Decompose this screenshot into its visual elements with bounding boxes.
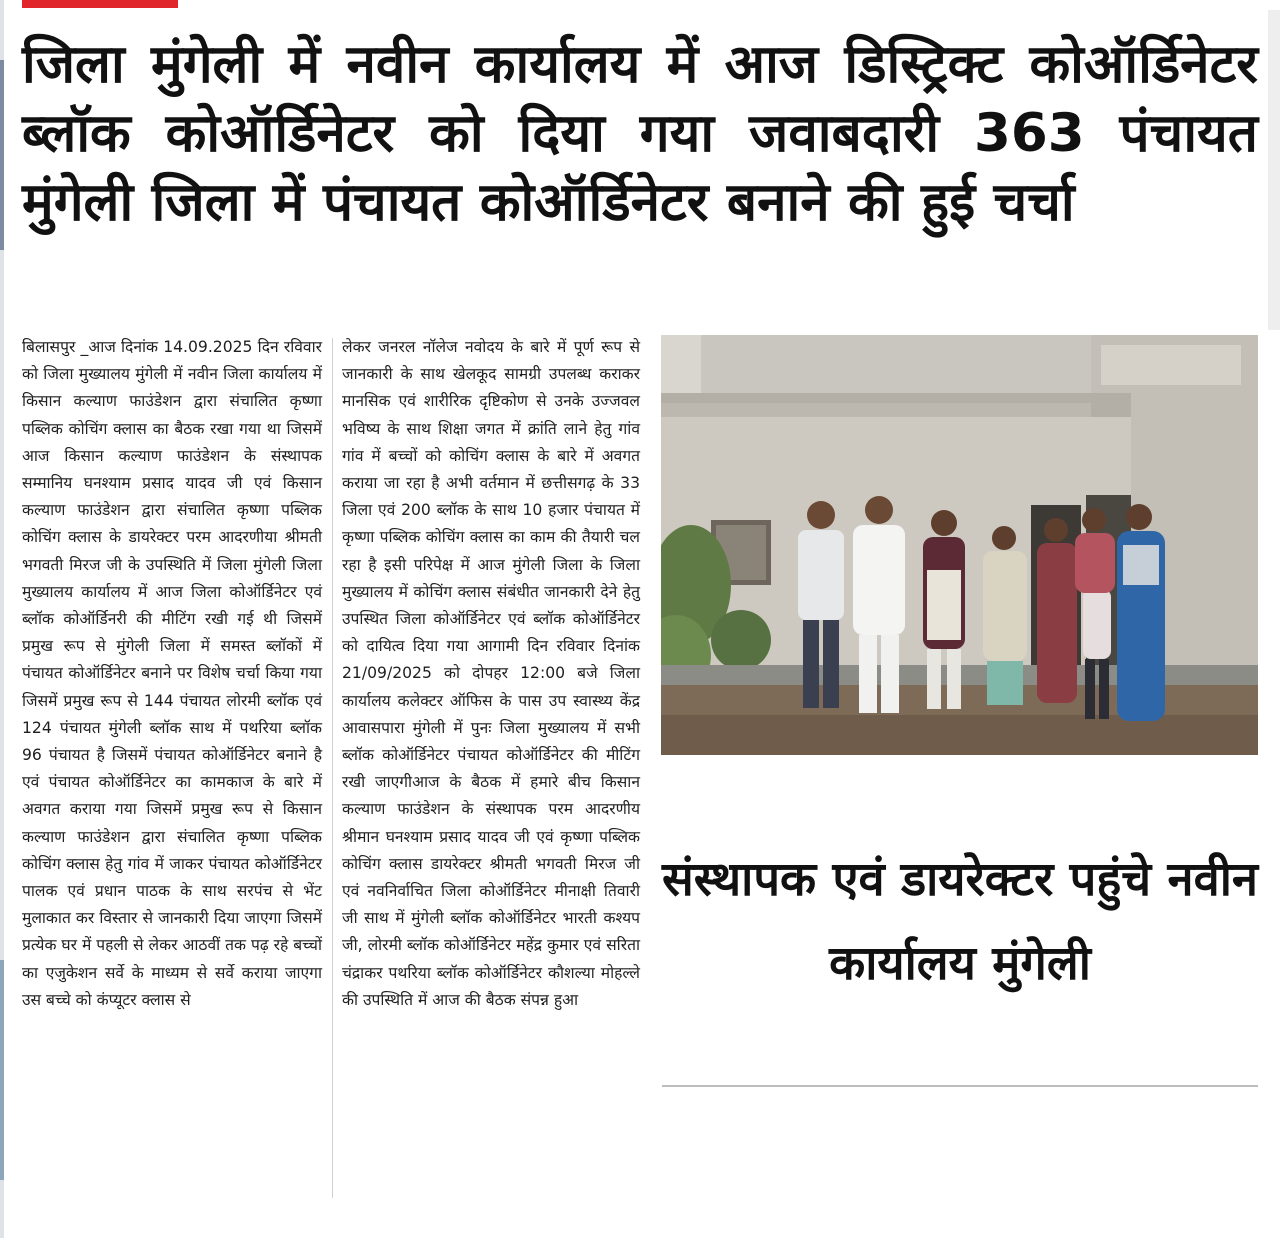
article-column-1: बिलासपुर _आज दिनांक 14.09.2025 दिन रविवार को जिला मुख्यालय मुंगेली में नवीन जिला कार्यालय में किसान कल्याण फाउंडेशन द्वारा संचालित कृष्णा पब्लिक कोचिंग क्लास का बैठक रखा गया था जिसमें आज किसान कल्याण फाउंडेशन के संस्थापक सम्मानिय घनश्याम प्रसाद यादव जी एवं किसान कल्याण फाउंडेशन द्वारा संचालित कृष्णा पब्लिक कोचिंग क्लास के डायरेक्टर परम आदरणीया श्रीमती भगवती मिरज जी के उपस्थिति में जिला मुंगेली जिला मुख्यालय कार्यालय में आज जिला कोऑर्डिनेटर एवं ब्लॉक कोऑर्डिनरी की मीटिंग रखी गई थी जिसमें प्रमुख रूप से मुंगेली जिला में समस्त ब्लॉकों में पंचायत कोऑर्डिनेटर बनाने पर विशेष चर्चा किया गया जिसमें प्रमुख रूप से 144 पंचायत लोरमी ब्लॉक एवं 124 पंचायत मुंगेली ब्लॉक साथ में पथरिया ब्लॉक 96 पंचायत है जिसमें पंचायत कोऑर्डिनेटर बनाने है एवं पंचायत कोऑर्डिनेटर का कामकाज के बारे में अवगत कराया गया जिसमें प्रमुख रूप से किसान कल्याण फाउंडेशन द्वारा संचालित कृष्णा पब्लिक कोचिंग क्लास हेतु गांव में जाकर पंचायत कोऑर्डिनेटर पालक एवं प्रधान पाठक के साथ सरपंच से भेंट मुलाकात कर विस्तार से जानकारी दिया जाएगा जिसमें प्रत्येक घर में पहली से लेकर आठवीं तक पढ़ रहे बच्चों का एजुकेशन सर्वे के माध्यम से सर्वे कराया जाएगा उस बच्चे को कंप्यूटर क्लास से [22,338,322,1009]
column-divider [332,338,333,1198]
section-divider [662,1085,1258,1087]
article-headline: जिला मुंगेली में नवीन कार्यालय में आज डिस्ट्रिक्ट कोऑर्डिनेटर ब्लॉक कोऑर्डिनेटर को दिया गया जवाबदारी 363 पंचायत मुंगेली जिला में पंचायत कोऑर्डिनेटर बनाने की हुई चर्चा [22,34,1258,233]
masthead-accent-bar [22,0,178,8]
page-edge-strip [0,0,4,1238]
article-column-2: लेकर जनरल नॉलेज नवोदय के बारे में पूर्ण रूप से जानकारी के साथ खेलकूद सामग्री उपलब्ध कराकर मानसिक एवं शारीरिक दृष्टिकोण से उनके उज्जवल भविष्य के साथ शिक्षा जगत में क्रांति लाने हेतु गांव गांव में बच्चों को कोचिंग क्लास के बारे में अवगत कराया जा रहा है अभी वर्तमान में छत्तीसगढ़ के 33 जिला एवं 200 ब्लॉक के साथ 10 हजार पंचायत में कृष्णा पब्लिक कोचिंग क्लास का काम की तैयारी चल रहा है इसी परिपेक्ष में आज मुंगेली जिला के जिला मुख्यालय में कोचिंग क्लास संबंधीत जानकारी देने हेतु उपस्थित जिला कोऑर्डिनेटर एवं ब्लॉक कोऑर्डिनेटर को दायित्व दिया गया आगामी दिन रविवार दिनांक 21/09/2025 को दोपहर 12:00 बजे जिला कार्यालय कलेक्टर ऑफिस के पास उप स्वास्थ्य केंद्र आवासपारा मुंगेली में पुनः जिला मुख्यालय में सभी ब्लॉक कोऑर्डिनेटर पंचायत कोऑर्डिनेटर की मीटिंग रखी जाएगीआज के बैठक में हमारे बीच किसान कल्याण फाउंडेशन के संस्थापक परम आदरणीय श्रीमान घनश्याम प्रसाद यादव जी एवं कृष्णा पब्लिक कोचिंग क्लास डायरेक्टर श्रीमती भगवती मिरज जी एवं नवनिर्वाचित जिला कोऑर्डिनेटर मीनाक्षी तिवारी जी साथ में मुंगेली ब्लॉक कोऑर्डिनेटर भारती कश्यप जी, लोरमी ब्लॉक कोऑर्डिनेटर महेंद्र कुमार एवं सरिता चंद्राकर पथरिया ब्लॉक कोऑर्डिनेटर कौशल्या मोहल्ले की उपस्थिति में आज की बैठक संपन्न हुआ [342,338,640,1009]
article-subheadline: संस्थापक एवं डायरेक्टर पहुंचे नवीन कार्यालय मुंगेली [662,852,1258,991]
page-edge-strip-right [1268,10,1280,330]
group-photo [661,335,1258,755]
